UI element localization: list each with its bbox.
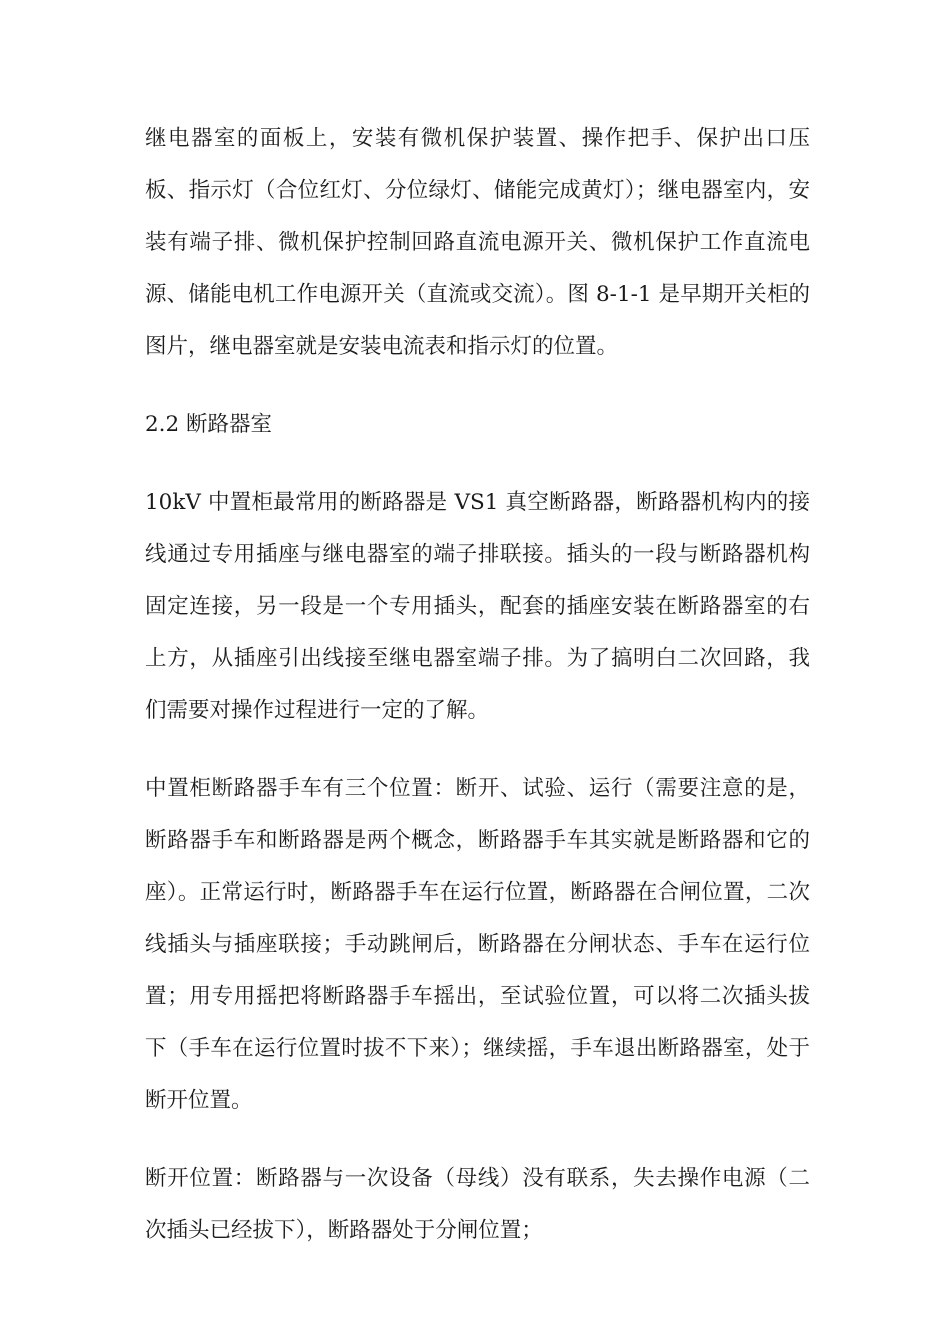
- paragraph-vs1-breaker: 10kV 中置柜最常用的断路器是 VS1 真空断路器，断路器机构内的接线通过专用插座与继电器室的端子排联接。插头的一段与断路器机构固定连接，另一段是一个专用插头，配套的插座安装在断路器室的右上方，从插座引出线接至继电器室端子排。为了搞明白二次回路，我们需要对操作过程进行一定的了解。: [145, 490, 810, 723]
- paragraph-relay-room: 继电器室的面板上，安装有微机保护装置、操作把手、保护出口压板、指示灯（合位红灯、分位绿灯、储能完成黄灯）；继电器室内，安装有端子排、微机保护控制回路直流电源开关、微机保护工作直流电源、储能电机工作电源开关（直流或交流）。图 8-1-1 是早期开关柜的图片，继电器室就是安装电流表和指示灯的位置。: [145, 126, 810, 359]
- paragraph-truck-positions: 中置柜断路器手车有三个位置：断开、试验、运行（需要注意的是，断路器手车和断路器是两个概念，断路器手车其实就是断路器和它的座）。正常运行时，断路器手车在运行位置，断路器在合闸位置，二次线插头与插座联接；手动跳闸后，断路器在分闸状态、手车在运行位置；用专用摇把将断路器手车摇出，至试验位置，可以将二次插头拔下（手车在运行位置时拔不下来）；继续摇，手车退出断路器室，处于断开位置。: [145, 776, 810, 1113]
- document-body: [145, 113, 810, 1283]
- section-heading-breaker-room: 2.2 断路器室: [145, 412, 273, 437]
- paragraph-open-position: 断开位置：断路器与一次设备（母线）没有联系，失去操作电源（二次插头已经拔下），断路器处于分闸位置；: [145, 1166, 810, 1243]
